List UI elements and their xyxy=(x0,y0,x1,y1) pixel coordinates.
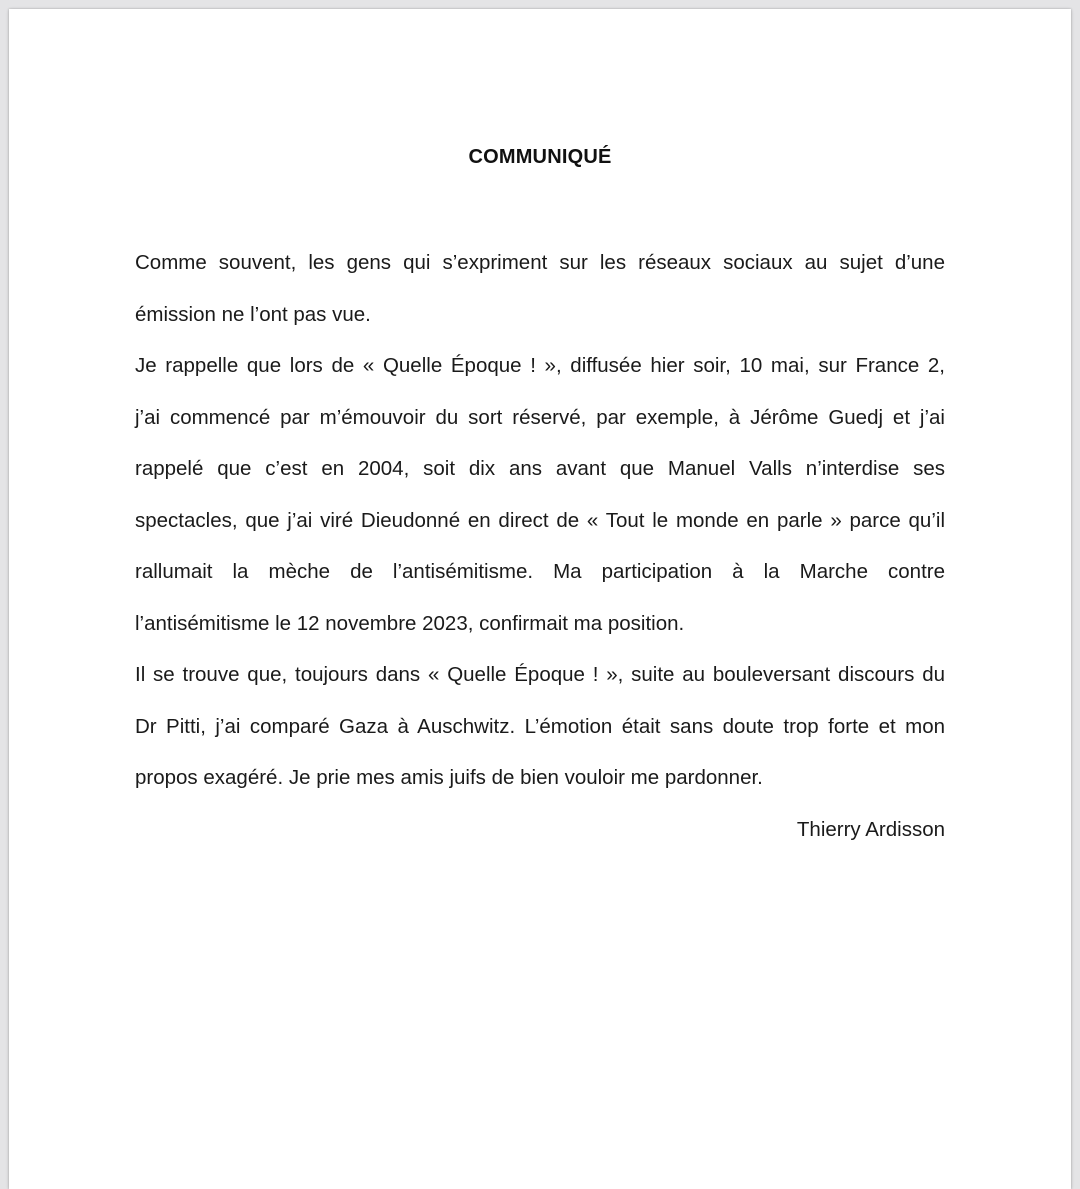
body-line: Dr Pitti, j’ai comparé Gaza à Auschwitz. L’émotion était sans doute trop forte et mon xyxy=(135,714,945,738)
document-title: COMMUNIQUÉ xyxy=(468,146,612,168)
body-line: propos exagéré. Je prie mes amis juifs de bien vouloir me pardonner. xyxy=(135,766,763,789)
body-line: Je rappelle que lors de « Quelle Époque ! », diffusée hier soir, 10 mai, sur France 2, xyxy=(135,354,945,377)
body-line: rappelé que c’est en 2004, soit dix ans avant que Manuel Valls n’interdise ses xyxy=(135,457,945,480)
body-line: Comme souvent, les gens qui s’expriment sur les réseaux sociaux au sujet d’une xyxy=(135,251,945,274)
body-line: l’antisémitisme le 12 novembre 2023, confirmait ma position. xyxy=(135,611,685,635)
body-line: spectacles, que j’ai viré Dieudonné en direct de « Tout le monde en parle » parce qu’il xyxy=(135,508,945,532)
body-line: rallumait la mèche de l’antisémitisme. Ma participation à la Marche contre xyxy=(135,560,945,583)
body-line: émission ne l’ont pas vue. xyxy=(135,302,371,326)
signature: Thierry Ardisson xyxy=(796,817,945,841)
document-page xyxy=(9,9,1071,1189)
body-line: j’ai commencé par m’émouvoir du sort réservé, par exemple, à Jérôme Guedj et j’ai xyxy=(135,405,945,429)
body-line: Il se trouve que, toujours dans « Quelle Époque ! », suite au bouleversant discours du xyxy=(135,663,945,686)
document-body xyxy=(135,237,945,855)
